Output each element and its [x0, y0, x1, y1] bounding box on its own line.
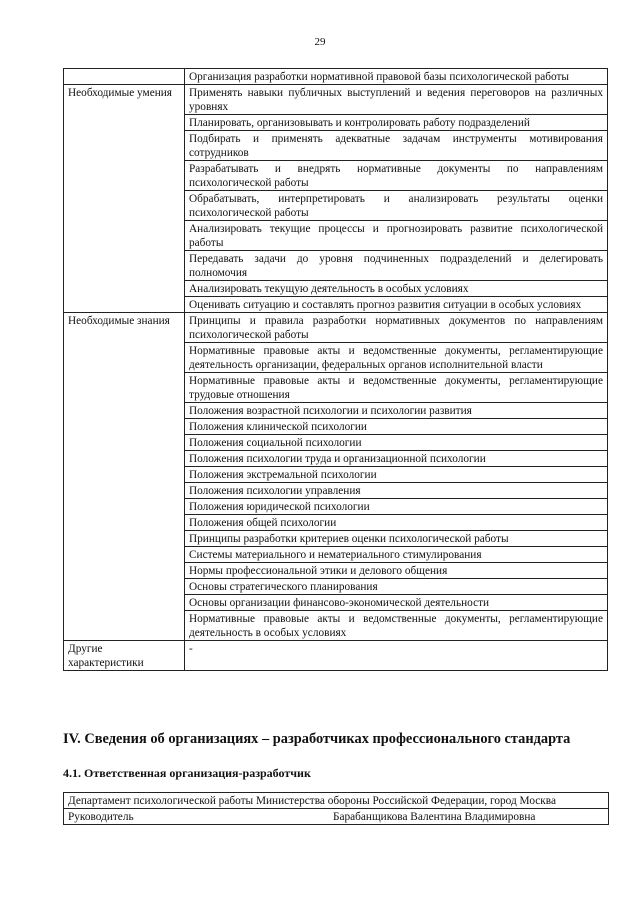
organization-table: [63, 792, 609, 825]
head-label: Руководитель: [68, 811, 134, 823]
row-text: Нормы профессиональной этики и делового общения: [185, 563, 608, 579]
row-label: [64, 69, 185, 85]
table-row: [64, 641, 608, 671]
row-text: Планировать, организовывать и контролировать работу подразделений: [185, 115, 608, 131]
row-text: Системы материального и нематериального стимулирования: [185, 547, 608, 563]
organization-head-row: [64, 809, 609, 825]
row-text: Положения клинической психологии: [185, 419, 608, 435]
table-row: [64, 313, 608, 343]
row-text: Передавать задачи до уровня подчиненных подразделений и делегировать полномочия: [185, 251, 608, 281]
table-row: [64, 85, 608, 115]
row-text: Положения экстремальной психологии: [185, 467, 608, 483]
row-text: Нормативные правовые акты и ведомственные документы, регламентирующие деятельность в особых условиях: [185, 611, 608, 641]
row-text: Подбирать и применять адекватные задачам инструменты мотивирования сотрудников: [185, 131, 608, 161]
row-text: Положения юридической психологии: [185, 499, 608, 515]
organization-name: Департамент психологической работы Министерства обороны Российской Федерации, город Москва: [64, 793, 609, 809]
row-text: Анализировать текущие процессы и прогнозировать развитие психологической работы: [185, 221, 608, 251]
row-label: Необходимые умения: [64, 85, 185, 313]
table-row: [64, 69, 608, 85]
row-text: Положения возрастной психологии и психологии развития: [185, 403, 608, 419]
competency-table: [63, 68, 608, 671]
page-number: 29: [314, 36, 326, 48]
row-text: Положения психологии труда и организационной психологии: [185, 451, 608, 467]
row-text: Положения общей психологии: [185, 515, 608, 531]
head-name: Барабанщикова Валентина Владимировна: [333, 811, 536, 823]
row-text: Применять навыки публичных выступлений и ведения переговоров на различных уровнях: [185, 85, 608, 115]
row-text: Разрабатывать и внедрять нормативные документы по направлениям психологической работы: [185, 161, 608, 191]
row-text: Оценивать ситуацию и составлять прогноз развития ситуации в особых условиях: [185, 297, 608, 313]
section-heading: IV. Сведения об организациях – разработчиках профессионального стандарта: [63, 731, 571, 747]
row-text: Нормативные правовые акты и ведомственные документы, регламентирующие деятельность организации, федеральных органов исполнительной власти: [185, 343, 608, 373]
row-text: Основы стратегического планирования: [185, 579, 608, 595]
row-text: Основы организации финансово-экономической деятельности: [185, 595, 608, 611]
row-label: Другие характеристики: [64, 641, 185, 671]
row-text: Принципы разработки критериев оценки психологической работы: [185, 531, 608, 547]
row-text: Принципы и правила разработки нормативных документов по направлениям психологической работы: [185, 313, 608, 343]
row-label: Необходимые знания: [64, 313, 185, 641]
row-text: Нормативные правовые акты и ведомственные документы, регламентирующие трудовые отношения: [185, 373, 608, 403]
row-text: Анализировать текущую деятельность в особых условиях: [185, 281, 608, 297]
row-text: Организация разработки нормативной правовой базы психологической работы: [185, 69, 608, 85]
row-text: -: [185, 641, 608, 671]
row-text: Положения психологии управления: [185, 483, 608, 499]
subsection-heading: 4.1. Ответственная организация-разработчик: [63, 766, 311, 780]
row-text: Обрабатывать, интерпретировать и анализировать результаты оценки психологической работы: [185, 191, 608, 221]
organization-name-row: [64, 793, 609, 809]
row-text: Положения социальной психологии: [185, 435, 608, 451]
